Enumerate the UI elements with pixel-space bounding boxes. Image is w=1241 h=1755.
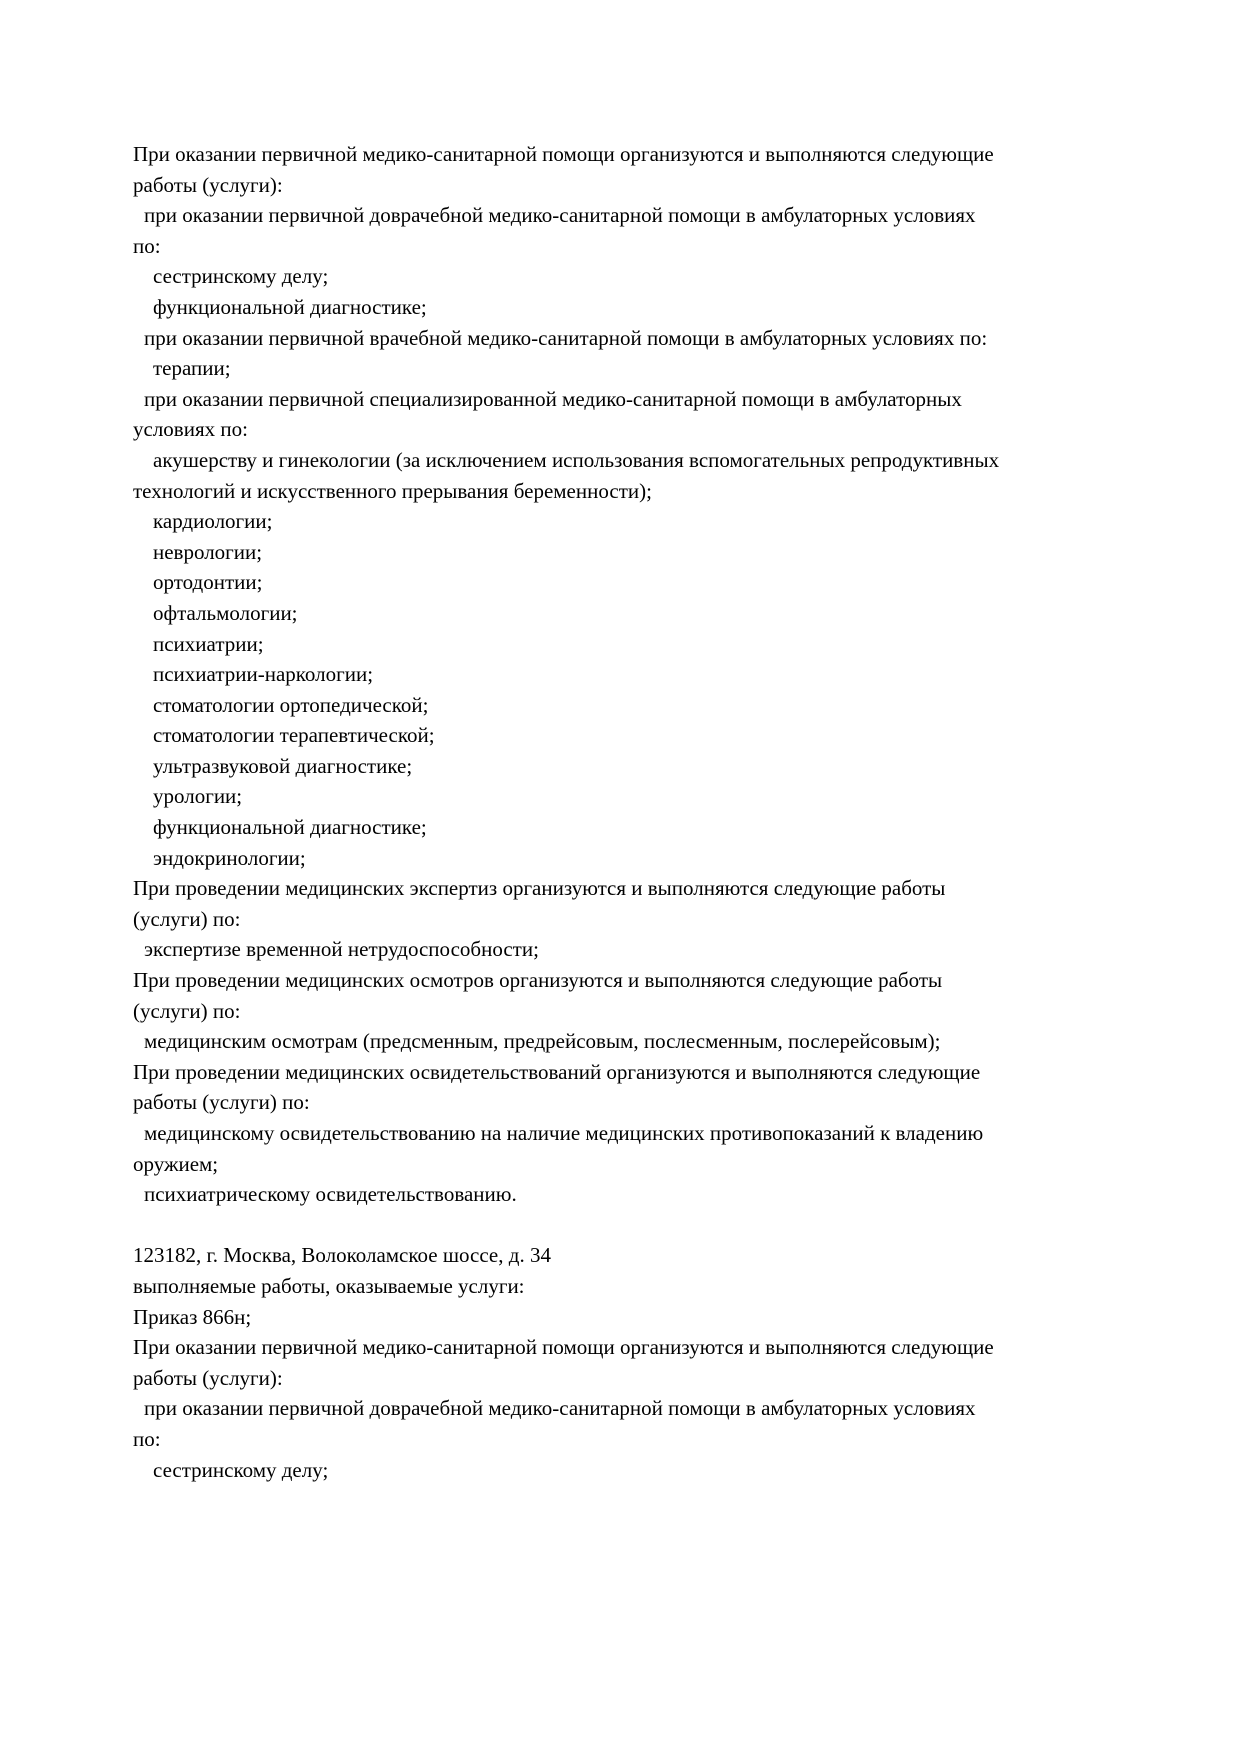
text-line: медицинскому освидетельствованию на наличие медицинских противопоказаний к владению bbox=[144, 1121, 984, 1145]
text-line: кардиологии; bbox=[153, 509, 273, 534]
document-text bbox=[133, 139, 1161, 1485]
text-line: по: bbox=[133, 233, 161, 258]
text-line: ультразвуковой диагностике; bbox=[153, 753, 413, 778]
text-line: выполняемые работы, оказываемые услуги: bbox=[133, 1273, 525, 1298]
text-line: психиатрии; bbox=[153, 631, 264, 656]
text-line: терапии; bbox=[153, 356, 231, 381]
text-line: При проведении медицинских осмотров организуются и выполняются следующие работы bbox=[133, 968, 943, 993]
text-line: При оказании первичной медико-санитарной помощи организуются и выполняются следующие bbox=[133, 1335, 994, 1360]
text-line: работы (услуги): bbox=[133, 172, 283, 197]
text-line: оружием; bbox=[133, 1151, 219, 1176]
text-line: стоматологии терапевтической; bbox=[153, 723, 435, 748]
text-line: при оказании первичной доврачебной медико-санитарной помощи в амбулаторных условиях bbox=[144, 1396, 976, 1421]
text-line: урологии; bbox=[153, 784, 243, 809]
text-line: работы (услуги): bbox=[133, 1365, 283, 1390]
text-line: ортодонтии; bbox=[153, 570, 263, 595]
text-line: Приказ 866н; bbox=[133, 1304, 252, 1329]
text-line: психиатрическому освидетельствованию. bbox=[144, 1182, 517, 1207]
blank-line bbox=[133, 1210, 1161, 1241]
text-line: При проведении медицинских экспертиз организуются и выполняются следующие работы bbox=[133, 876, 946, 901]
text-line: технологий и искусственного прерывания беременности); bbox=[133, 478, 652, 503]
text-line: офтальмологии; bbox=[153, 600, 298, 625]
text-line: неврологии; bbox=[153, 539, 263, 564]
text-line: при оказании первичной врачебной медико-санитарной помощи в амбулаторных условиях по: bbox=[144, 325, 988, 350]
text-line: 123182, г. Москва, Волоколамское шоссе, д. 34 bbox=[133, 1243, 551, 1268]
text-line: сестринскому делу; bbox=[153, 1457, 329, 1482]
text-line: эндокринологии; bbox=[153, 845, 306, 870]
text-line: функциональной диагностике; bbox=[153, 294, 427, 319]
text-line: (услуги) по: bbox=[133, 998, 241, 1023]
text-line: медицинским осмотрам (предсменным, предрейсовым, послесменным, послерейсовым); bbox=[144, 1029, 941, 1054]
text-line: психиатрии-наркологии; bbox=[153, 662, 374, 687]
text-line: работы (услуги) по: bbox=[133, 1090, 310, 1115]
text-line: стоматологии ортопедической; bbox=[153, 692, 429, 717]
text-line: функциональной диагностике; bbox=[153, 815, 427, 840]
text-line: при оказании первичной доврачебной медико-санитарной помощи в амбулаторных условиях bbox=[144, 203, 976, 228]
text-line: по: bbox=[133, 1426, 161, 1451]
text-line: экспертизе временной нетрудоспособности; bbox=[144, 937, 539, 962]
text-line: При проведении медицинских освидетельствований организуются и выполняются следующие bbox=[133, 1059, 981, 1084]
text-line: при оказании первичной специализированной медико-санитарной помощи в амбулаторных bbox=[144, 386, 962, 411]
text-line: При оказании первичной медико-санитарной помощи организуются и выполняются следующие bbox=[133, 142, 994, 166]
text-line: условиях по: bbox=[133, 417, 248, 442]
text-line: акушерству и гинекологии (за исключением использования вспомогательных репродуктивных bbox=[153, 447, 1000, 472]
text-line: сестринскому делу; bbox=[153, 264, 329, 289]
text-line: (услуги) по: bbox=[133, 906, 241, 931]
